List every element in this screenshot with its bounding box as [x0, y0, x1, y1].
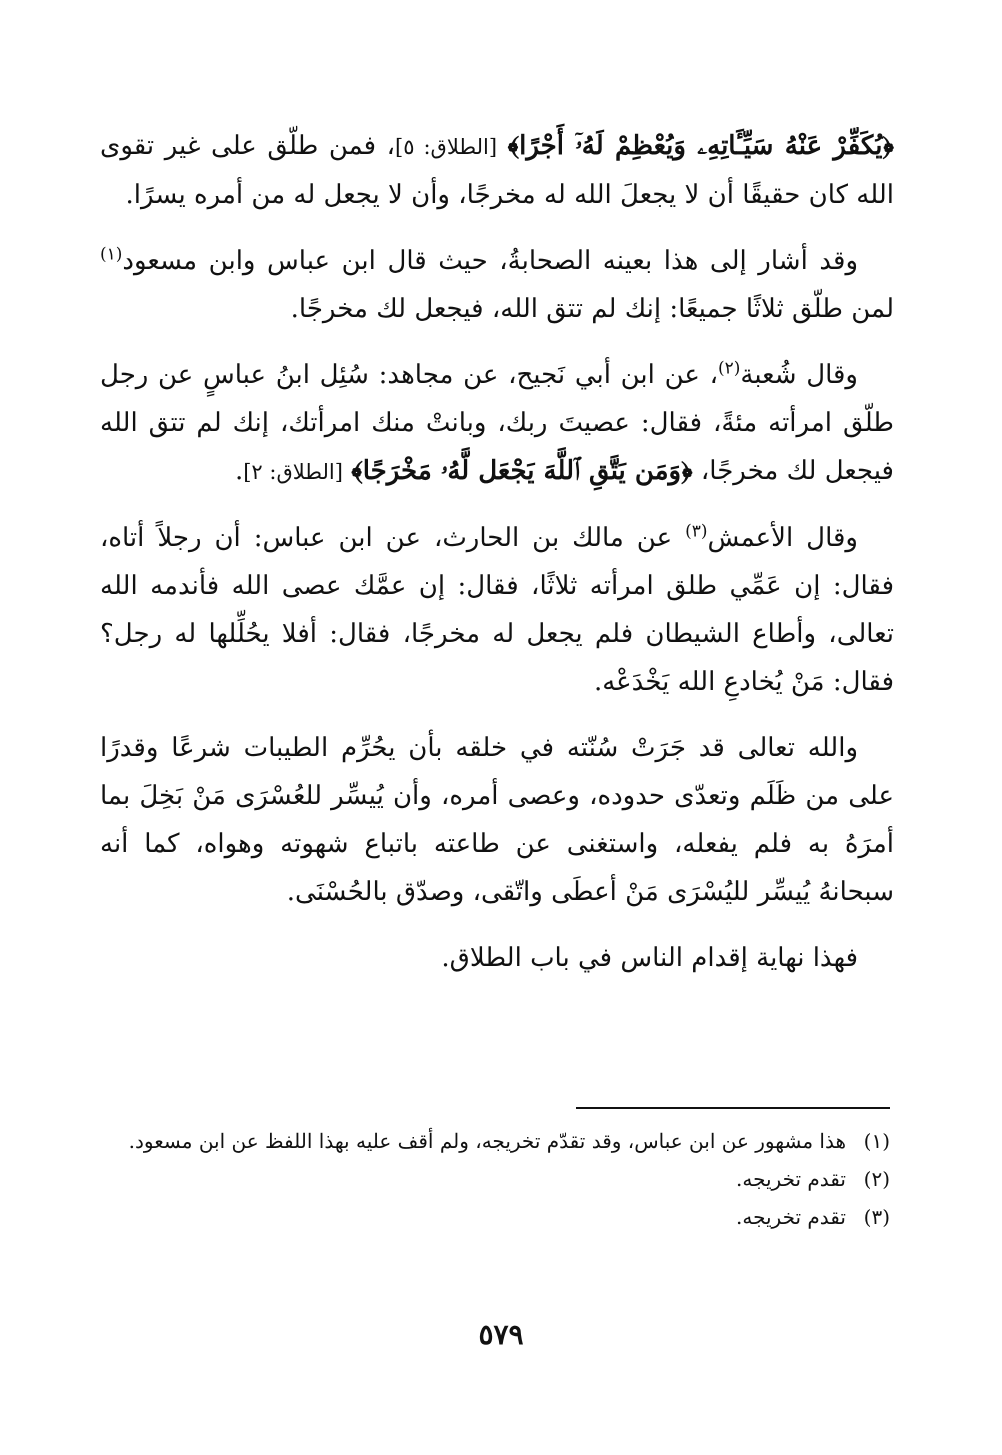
footnote-marker: (٢)	[717, 358, 741, 379]
paragraph-text: والله تعالى قد جَرَتْ سُنّته في خلقه بأن يحُرِّم الطيبات شرعًا وقدرًا على من ظَلَم وتعدّى حدوده، وعصى أمره، وأن يُيسِّر للعُسْرَى مَنْ بَخِلَ بما أمرَهُ به فلم يفعله، واستغنى عن طاعته باتباع شهوته وهواه، كما أنه سبحانهُ يُيسِّر لليُسْرَى مَنْ أعطَى واتّقى، وصدّق بالحُسْنَى.	[100, 733, 894, 907]
quran-verse: ﴿وَمَن يَتَّقِ ٱللَّهَ يَجْعَل لَّهُۥ مَخْرَجًا﴾	[351, 456, 693, 486]
footnote-2	[102, 1160, 890, 1198]
paragraph-text: عن مالك بن الحارث، عن ابن عباس: أن رجلاً أتاه، فقال: إن عَمِّي طلق امرأته ثلاثًا، فقال: إن عمَّك عصى الله فأندمه الله تعالى، وأطاع الشيطان فلم يجعل له مخرجًا، فقال: أفلا يحُلِّلها له رجل؟ فقال: مَنْ يُخادعِ الله يَخْدَعْه.	[100, 523, 894, 697]
paragraph-text: فهذا نهاية إقدام الناس في باب الطلاق.	[441, 943, 858, 973]
paragraph-text: ، عن ابن أبي نَجيح، عن مجاهد: سُئِل ابنُ عباسٍ عن رجل طلّق امرأته مئةً، فقال: عصيتَ ربك، وبانتْ منك امرأتك، إنك لم تتق الله فيجعل لك مخرجًا،	[100, 360, 894, 486]
footnote-text: تقدم تخريجه.	[736, 1205, 846, 1229]
footnote-number: (٣)	[863, 1205, 890, 1229]
footnote-text: تقدم تخريجه.	[736, 1167, 846, 1191]
paragraph-4	[100, 514, 894, 706]
quran-verse: ﴿يُكَفِّرْ عَنْهُ سَيِّـَٔاتِهِۦ وَيُعْظِمْ لَهُۥٓ أَجْرًا﴾	[507, 131, 895, 161]
verse-reference: [الطلاق: ٢]	[243, 460, 343, 484]
footnote-marker: (١)	[100, 244, 123, 265]
paragraph-text: وقال شُعبة	[740, 360, 858, 390]
paragraph-6	[100, 934, 894, 982]
verse-reference: [الطلاق: ٥]	[395, 135, 498, 159]
paragraph-5	[100, 724, 894, 916]
paragraph-1	[100, 122, 894, 219]
footnote-marker: (٣)	[685, 521, 708, 542]
footnote-number: (٢)	[863, 1167, 890, 1191]
paragraph-text: .	[234, 456, 244, 486]
paragraph-2	[100, 237, 894, 333]
main-text	[100, 122, 894, 1000]
footnote-1	[102, 1122, 890, 1160]
paragraph-text: وقد أشار إلى هذا بعينه الصحابةُ، حيث قال ابن عباس وابن مسعود	[122, 246, 858, 276]
footnotes	[102, 1122, 890, 1236]
page-number: ٥٧٩	[478, 1318, 524, 1351]
footnote-divider	[576, 1107, 890, 1109]
footnote-3	[102, 1198, 890, 1236]
paragraph-text: وقال الأعمش	[707, 523, 858, 553]
footnote-text: هذا مشهور عن ابن عباس، وقد تقدّم تخريجه، ولم أقف عليه بهذا اللفظ عن ابن مسعود.	[128, 1129, 846, 1153]
paragraph-3	[100, 351, 894, 496]
paragraph-text: لمن طلّق ثلاثًا جميعًا: إنك لم تتق الله، فيجعل لك مخرجًا.	[290, 294, 894, 324]
footnote-number: (١)	[863, 1129, 890, 1153]
paragraph-text: ، فمن طلّق على غير تقوى الله كان حقيقًا أن لا يجعلَ الله له مخرجًا، وأن لا يجعل له من أمره يسرًا.	[100, 131, 894, 210]
